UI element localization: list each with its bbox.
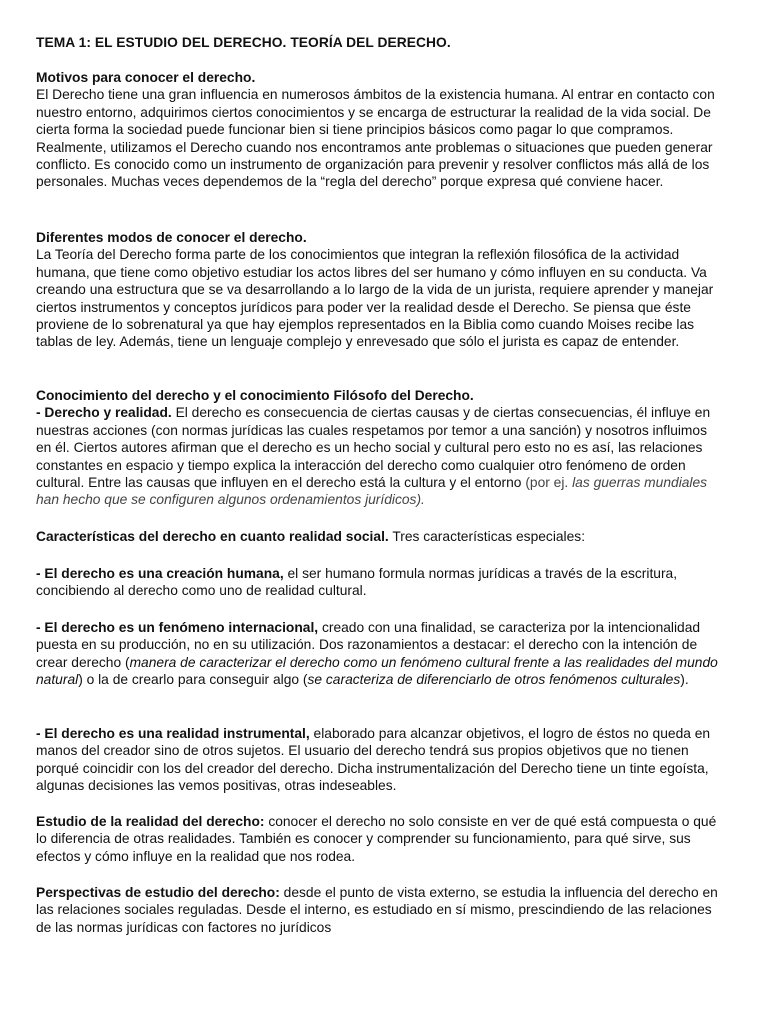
paragraph-text: el ser humano formula normas jurídicas a través de la escritura, concibiendo al derecho como uno de realidad cultural. (36, 566, 678, 599)
section-paragraph (36, 528, 722, 545)
section-creacion-humana (36, 565, 722, 600)
section-modos (36, 229, 722, 351)
section-heading: Diferentes modos de conocer el derecho. (36, 230, 307, 245)
section-conocimiento (36, 387, 722, 509)
paragraph-text: ) o la de crearlo para conseguir algo ( (78, 672, 308, 688)
section-paragraph (36, 725, 722, 795)
section-paragraph (36, 884, 722, 936)
section-paragraph (36, 565, 722, 600)
paragraph-text: El derecho es consecuencia de ciertas causas y de ciertas consecuencias, él influye en nuestras acciones (con normas jurídicas las cuales respetamos por temor a una sanción) y nosotros influimos en él. Ciertos autores afirman que el derecho es un hecho social y cultural pero esto no es así, las relaciones constantes en espacio y tiempo explica la interacción del derecho como cualquier otro fenómeno de orden cultural. Entre las causas que influyen en el derecho está la cultura y el entorno (36, 405, 711, 491)
paragraph-text: conocer el derecho no solo consiste en ver de qué está compuesta o qué lo diferencia de otras realidades. También es conocer y comprender su funcionamiento, para qué sirve, sus efectos y cómo influye en la realidad que nos rodea. (36, 814, 717, 864)
section-paragraph (36, 619, 722, 689)
section-estudio-realidad (36, 813, 722, 865)
section-caracteristicas (36, 528, 722, 545)
paragraph-lead: - El derecho es un fenómeno internacional, (36, 620, 319, 635)
italic-note: manera de caracterizar el derecho como un fenómeno cultural frente a las realidades del mundo natural (36, 654, 718, 688)
section-body: El Derecho tiene una gran influencia en numerosos ámbitos de la existencia humana. Al entrar en contacto con nuestro entorno, adquirimos ciertos conocimientos y se encarga de estructurar la realidad de la vida social. De cierta forma la sociedad puede funcionar bien si tiene principios básicos como pagar lo que compramos. Realmente, utilizamos el Derecho cuando nos encontramos ante problemas o situaciones que pueden generar conflicto. Es conocido como un instrumento de organización para prevenir y resolver conflictos más allá de los personales. Muchas veces dependemos de la “regla del derecho” porque expresa qué conviene hacer. (36, 87, 715, 190)
section-realidad-instrumental (36, 725, 722, 795)
section-fenomeno-internacional (36, 619, 722, 689)
paragraph-text: creado con una finalidad, se caracteriza por la intencionalidad puesta en su producción, no en su utilización. Dos razonamientos a destacar: el derecho con la intención de crear derecho ( (36, 620, 701, 670)
example-note-italic: las guerras mundiales han hecho que se configuren algunos ordenamientos jurídicos). (36, 475, 708, 508)
section-paragraph (36, 404, 722, 508)
paragraph-text: desde el punto de vista externo, se estudia la influencia del derecho en las relaciones sociales reguladas. Desde el interno, es estudiado en sí mismo, prescindiendo de las relaciones de las normas jurídicas con factores no jurídicos (36, 885, 718, 935)
section-paragraph (36, 813, 722, 865)
document-title: TEMA 1: EL ESTUDIO DEL DERECHO. TEORÍA DEL DERECHO. (36, 35, 451, 50)
paragraph-text: elaborado para alcanzar objetivos, el logro de éstos no queda en manos del creador sino de otros sujetos. El usuario del derecho tendrá sus propios objetivos que no tienen porqué coincidir con los del creador del derecho. Dicha instrumentalización del Derecho tiene un tinte egoísta, algunas decisiones las vemos positivas, otras indeseables. (36, 726, 711, 794)
section-motivos (36, 69, 722, 191)
section-body: La Teoría del Derecho forma parte de los conocimientos que integran la reflexión filosófica de la actividad humana, que tiene como objetivo estudiar los actos libres del ser humano y cómo influyen en su conducta. Va creando una estructura que se va desarrollando a lo largo de la vida de un jurista, requiere aprender y manejar ciertos instrumentos y conceptos jurídicos para poder ver la realidad desde el Derecho. Se piensa que éste proviene de lo sobrenatural ya que hay ejemplos representados en la Biblia como cuando Moises recibe las tablas de ley. Además, tiene un lenguaje complejo y enrevesado que sólo el jurista es capaz de entender. (36, 247, 714, 350)
section-heading: Conocimiento del derecho y el conocimiento Filósofo del Derecho. (36, 388, 474, 403)
paragraph-text: Tres características especiales: (388, 529, 586, 544)
section-perspectivas (36, 884, 722, 936)
paragraph-lead: - El derecho es una realidad instrumental, (36, 726, 310, 741)
paragraph-lead: - El derecho es una creación humana, (36, 566, 284, 581)
paragraph-lead: - Derecho y realidad. (36, 405, 172, 421)
section-heading: Motivos para conocer el derecho. (36, 70, 256, 85)
section-heading: Características del derecho en cuanto realidad social. (36, 529, 389, 544)
paragraph-lead: Estudio de la realidad del derecho: (36, 814, 265, 829)
paragraph-lead: Perspectivas de estudio del derecho: (36, 885, 280, 900)
example-note: (por ej. (525, 475, 569, 491)
paragraph-text: ). (680, 672, 689, 688)
italic-note: se caracteriza de diferenciarlo de otros fenómenos culturales (307, 672, 681, 688)
